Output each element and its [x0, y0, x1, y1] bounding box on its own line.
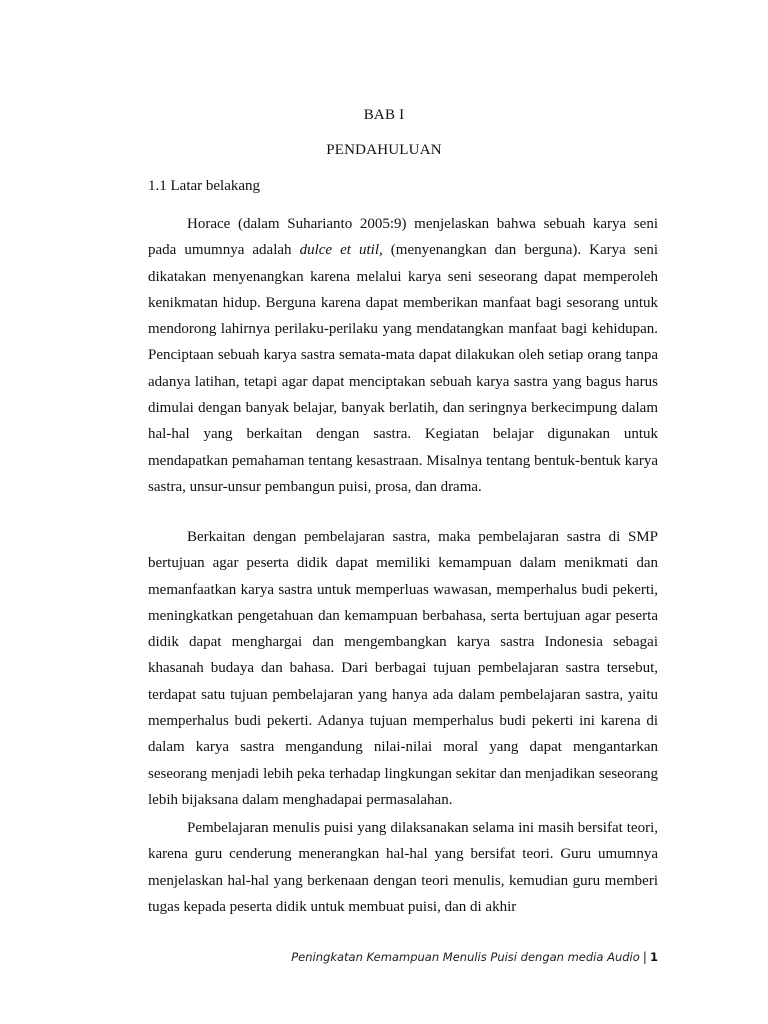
paragraph-1-text [148, 211, 658, 500]
footer-separator: | [642, 949, 647, 964]
paragraph-2-text: Berkaitan dengan pembelajaran sastra, maka pembelajaran sastra di SMP bertujuan agar peserta didik dapat memiliki kemampuan dalam menikmati dan memanfaatkan karya sastra untuk memperluas wawasan, memperhalus budi pekerti, meningkatkan pengetahuan dan kemampuan berbahasa, serta bertujuan agar peserta didik dapat menghargai dan mengembangkan karya sastra Indonesia sebagai khasanah budaya dan bahasa. Dari berbagai tujuan pembelajaran sastra tersebut, terdapat satu tujuan pembelajaran yang hanya ada dalam pembelajaran sastra, yaitu memperhalus budi pekerti. Adanya tujuan memperhalus budi pekerti ini karena di dalam karya sastra mengandung nilai-nilai moral yang dapat mengantarkan seseorang menjadi lebih peka terhadap lingkungan sekitar dan menjadikan seseorang lebih bijaksana dalam menghadapai permasalahan. [148, 529, 658, 808]
paragraph-3 [148, 815, 658, 920]
section-title: 1.1 Latar belakang [148, 178, 261, 194]
chapter-title: PENDAHULUAN [326, 142, 442, 158]
page-footer [291, 949, 658, 965]
footer-title: Peningkatan Kemampuan Menulis Puisi dengan media Audio [291, 950, 640, 964]
paragraph-2 [148, 524, 658, 813]
paragraph-1-text-end: (menyenangkan dan berguna). Karya seni dikatakan menyenangkan karena melalui karya seni seseorang dapat memperoleh kenikmatan hidup. Berguna karena dapat memberikan manfaat bagi sesorang untuk mendorong lahirnya perilaku-perilaku yang mendatangkan manfaat bagi kehidupan. Penciptaan sebuah karya sastra semata-mata dapat dilakukan oleh setiap orang tanpa adanya latihan, tetapi agar dapat menciptakan sebuah karya sastra yang bagus harus dimulai dengan banyak belajar, banyak berlatih, dan seringnya berkecimpung dalam hal-hal yang berkaitan dengan sastra. Kegiatan belajar digunakan untuk mendapatkan pemahaman tentang kesastraan. Misalnya tentang bentuk-bentuk karya sastra, unsur-unsur pembangun puisi, prosa, dan drama. [148, 242, 659, 495]
page-number: 1 [649, 950, 658, 964]
paragraph-1 [148, 211, 658, 500]
paragraph-1-text-start: Horace (dalam Suharianto 2005:9) menjelaskan bahwa sebuah karya seni pada umumnya adalah [148, 216, 658, 259]
chapter-number: BAB I [363, 107, 405, 123]
latin-phrase: dulce et util, [299, 242, 383, 259]
paragraph-3-text: Pembelajaran menulis puisi yang dilaksanakan selama ini masih bersifat teori, karena guru cenderung menerangkan hal-hal yang bersifat teori. Guru umumnya menjelaskan hal-hal yang berkenaan dengan teori menulis, kemudian guru memberi tugas kepada peserta didik untuk membuat puisi, dan di akhir [148, 820, 658, 915]
